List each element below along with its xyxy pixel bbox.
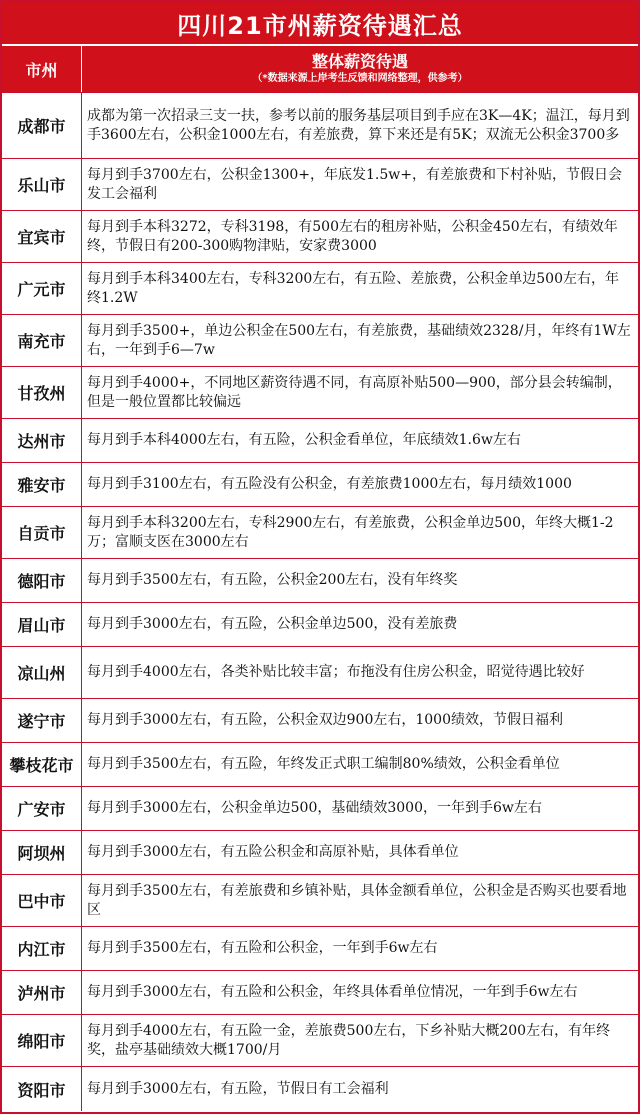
table-row	[2, 367, 638, 419]
salary-description: 每月到手4000+，不同地区薪资待遇不同，有高原补贴500—900，部分县会转编制，但是一般位置都比较偏远	[87, 374, 622, 410]
city-name: 遂宁市	[2, 699, 82, 742]
city-name: 攀枝花市	[2, 743, 82, 786]
salary-description: 成都为第一次招录三支一扶，参考以前的服务基层项目到手应在3K—4K；温江，每月到手3600左右，公积金1000左右，有差旅费，算下来还是有5K；双流无公积金3700多	[87, 107, 630, 143]
city-name: 巴中市	[2, 875, 82, 926]
salary-description: 每月到手4000左右，有五险一金，差旅费500左右，下乡补贴大概200左右，有年终奖，盐亭基础绩效大概1700/月	[87, 1022, 611, 1058]
salary-description: 每月到手本科3272，专科3198，有500左右的租房补贴，公积金450左右，有绩效年终，节假日有200-300购物津贴，安家费3000	[87, 218, 618, 254]
salary-description: 每月到手3000左右，有五险和公积金，年终具体看单位情况，一年到手6w左右	[87, 984, 578, 1000]
city-name: 雅安市	[2, 463, 82, 506]
city-name: 泸州市	[2, 971, 82, 1014]
table-row	[2, 647, 638, 699]
table-row	[2, 211, 638, 263]
table-header	[2, 46, 638, 93]
table-row	[2, 1067, 638, 1111]
table-row	[2, 831, 638, 875]
salary-description: 每月到手3000左右，有五险，公积金双边900左右，1000绩效，节假日福利	[87, 712, 563, 728]
city-name: 成都市	[2, 93, 82, 158]
table-row	[2, 743, 638, 787]
table-row	[2, 699, 638, 743]
salary-description: 每月到手3000左右，有五险公积金和高原补贴，具体看单位	[87, 844, 459, 860]
table-row	[2, 1015, 638, 1067]
table-row	[2, 603, 638, 647]
salary-description: 每月到手3500左右，有五险，公积金200左右，没有年终奖	[87, 572, 458, 588]
city-name: 眉山市	[2, 603, 82, 646]
table-row	[2, 927, 638, 971]
table-row	[2, 159, 638, 211]
table-row	[2, 559, 638, 603]
table-row	[2, 787, 638, 831]
table-row	[2, 419, 638, 463]
header-city-column: 市州	[2, 46, 82, 92]
city-name: 南充市	[2, 315, 82, 366]
city-name: 绵阳市	[2, 1015, 82, 1066]
city-name: 内江市	[2, 927, 82, 970]
salary-description: 每月到手3500左右，有差旅费和乡镇补贴，具体金额看单位，公积金是否购买也要看地区	[87, 882, 627, 918]
salary-description: 每月到手本科3200左右，专科2900左右，有差旅费，公积金单边500，年终大概1-2万；富顺支医在3000左右	[87, 514, 614, 550]
table-row	[2, 507, 638, 559]
city-name: 甘孜州	[2, 367, 82, 418]
salary-description: 每月到手3000左右，有五险，节假日有工会福利	[87, 1080, 389, 1097]
city-name: 凉山州	[2, 647, 82, 698]
salary-description: 每月到手本科3400左右，专科3200左右，有五险、差旅费，公积金单边500左右，年终1.2W	[87, 270, 619, 306]
salary-description: 每月到手3500左右，有五险，年终发正式职工编制80%绩效，公积金看单位	[87, 756, 560, 772]
salary-description: 每月到手3500左右，有五险和公积金，一年到手6w左右	[87, 940, 438, 956]
table-row	[2, 875, 638, 927]
table-row	[2, 263, 638, 315]
city-name: 广安市	[2, 787, 82, 830]
city-name: 宜宾市	[2, 211, 82, 262]
city-name: 达州市	[2, 419, 82, 462]
salary-description: 每月到手3000左右，公积金单边500，基础绩效3000，一年到手6w左右	[87, 800, 542, 816]
salary-description: 每月到手4000左右，各类补贴比较丰富；布拖没有住房公积金，昭觉待遇比较好	[87, 664, 585, 680]
city-name: 乐山市	[2, 159, 82, 210]
city-name: 资阳市	[2, 1067, 82, 1111]
header-source-note: （*数据来源上岸考生反馈和网络整理，供参考）	[252, 73, 468, 84]
table-body	[2, 93, 638, 1111]
table-row	[2, 315, 638, 367]
header-salary-title: 整体薪资待遇	[311, 52, 408, 71]
table-row	[2, 93, 638, 159]
salary-description: 每月到手3700左右，公积金1300+，年底发1.5w+，有差旅费和下村补贴，节假日会发工会福利	[87, 166, 622, 202]
table-row	[2, 463, 638, 507]
page-title: 四川21市州薪资待遇汇总	[2, 2, 638, 46]
table-row	[2, 971, 638, 1015]
city-name: 自贡市	[2, 507, 82, 558]
salary-description: 每月到手3100左右，有五险没有公积金，有差旅费1000左右，每月绩效1000	[87, 476, 572, 492]
header-salary-column	[82, 46, 638, 92]
city-name: 广元市	[2, 263, 82, 314]
city-name: 德阳市	[2, 559, 82, 602]
city-name: 阿坝州	[2, 831, 82, 874]
salary-description: 每月到手3000左右，有五险，公积金单边500，没有差旅费	[87, 616, 458, 632]
salary-description: 每月到手3500+，单边公积金在500左右，有差旅费，基础绩效2328/月，年终有1W左右，一年到手6—7w	[87, 322, 631, 358]
salary-description: 每月到手本科4000左右，有五险，公积金看单位，年底绩效1.6w左右	[87, 432, 521, 448]
